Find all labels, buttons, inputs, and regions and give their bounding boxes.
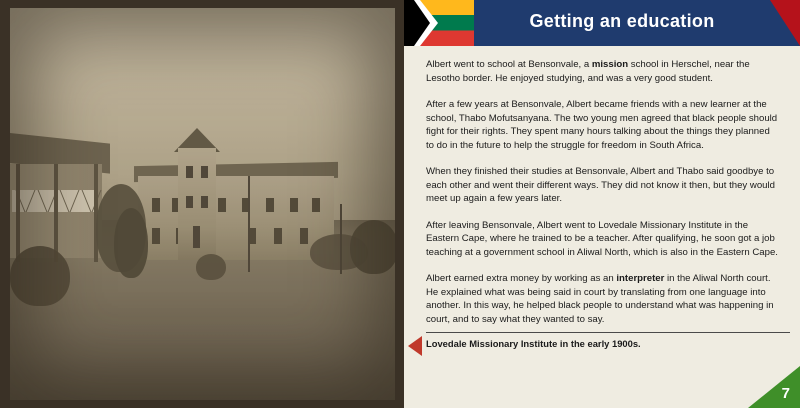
text-run: After a few years at Bensonvale, Albert became friends with a new learner at the school, Thabo Mofutsanyana. The two young men agreed that black people should fight for their rights. They spent many hours talking about the things they planned to do in the future to help the struggle for freedom in South Africa. bbox=[426, 99, 778, 151]
bush bbox=[196, 254, 226, 280]
paragraph bbox=[426, 165, 780, 206]
caption-divider bbox=[426, 332, 790, 333]
page-header bbox=[404, 0, 800, 46]
tree bbox=[10, 246, 70, 306]
text-run: When they finished their studies at Bensonvale, Albert and Thabo said goodbye to each other and went their different ways. They did not know it then, but they would meet up again a few years later. bbox=[426, 166, 775, 204]
page-number: 7 bbox=[781, 385, 790, 402]
historic-photo bbox=[10, 8, 395, 400]
caption-arrow-icon bbox=[408, 336, 422, 356]
pole bbox=[340, 204, 342, 274]
tree bbox=[114, 208, 148, 278]
paragraph bbox=[426, 219, 780, 260]
page-number-background bbox=[748, 366, 800, 408]
paragraph bbox=[426, 58, 780, 85]
text-run: Albert went to school at Bensonvale, a bbox=[426, 59, 592, 70]
bush bbox=[350, 220, 395, 274]
content-panel bbox=[404, 0, 800, 408]
page-number-badge bbox=[734, 366, 800, 408]
main-building bbox=[138, 176, 334, 260]
emphasis-term: interpreter bbox=[616, 273, 665, 284]
page-title: Getting an education bbox=[529, 11, 715, 31]
paragraph bbox=[426, 272, 780, 326]
flag-pole bbox=[248, 176, 250, 272]
body-text bbox=[426, 58, 780, 339]
photo-caption: Lovedale Missionary Institute in the early 1900s. bbox=[426, 338, 641, 349]
text-run: Albert earned extra money by working as an bbox=[426, 273, 617, 284]
text-run: in the Aliwal North court. He explained what was being said in court by translating from one language into another. In this way, he helped black people to understand what was happening in court, and to say what they wanted to say. bbox=[426, 273, 774, 325]
text-run: school in Herschel, near the Lesotho border. He enjoyed studying, and was a very good student. bbox=[426, 59, 750, 84]
tower bbox=[178, 148, 216, 260]
paragraph bbox=[426, 98, 780, 152]
emphasis-term: mission bbox=[591, 59, 629, 70]
text-run: After leaving Bensonvale, Albert went to Lovedale Missionary Institute in the Eastern Cape, where he trained to be a teacher. After qualifying, he soon got a job teaching at a government school in Aliwal North, which is also in the Eastern Cape. bbox=[426, 219, 778, 258]
